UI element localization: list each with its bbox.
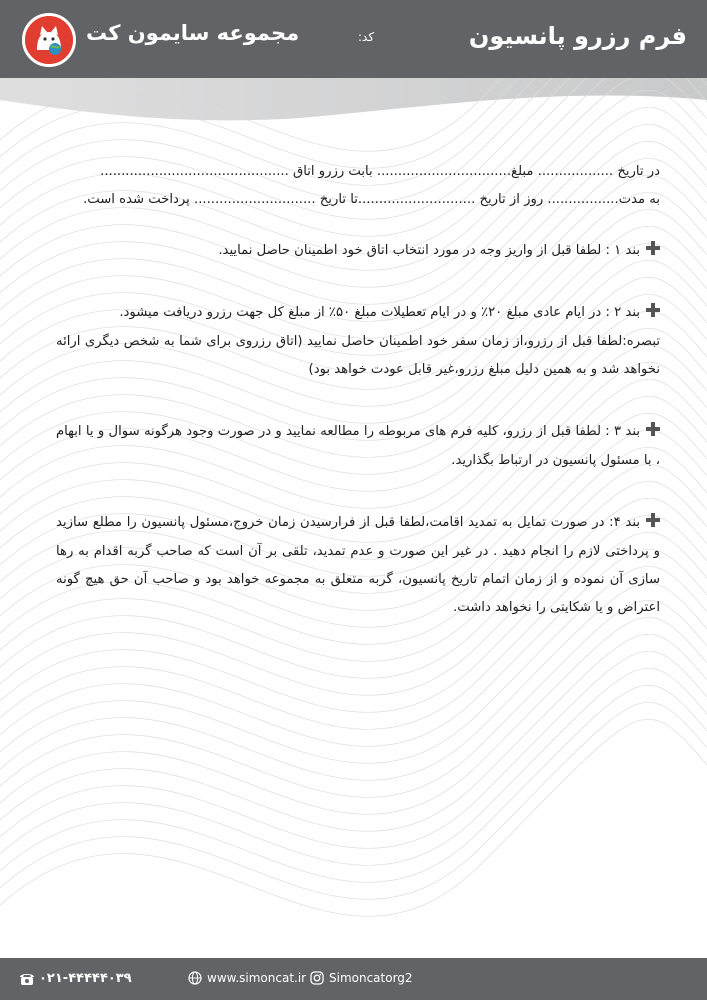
header-bar [0, 0, 707, 78]
code-label: کد: [358, 30, 375, 44]
clause-text: بند ۲ : در ایام عادی مبلغ ۲۰٪ و در ایام تعطیلات مبلغ ۵۰٪ از مبلغ کل جهت رزرو دریافت میشود. [119, 305, 640, 321]
reservation-line-duration: به مدت................. روز از تاریخ ............................تا تاریخ ............................. پرداخت شده است. [83, 192, 660, 208]
form-title: فرم رزرو پانسیون [468, 22, 687, 50]
instagram-handle[interactable]: Simoncatorg2 [329, 971, 413, 985]
plus-icon [646, 303, 660, 317]
footer-website[interactable] [188, 971, 306, 985]
plus-icon [646, 241, 660, 255]
instagram-icon [310, 971, 324, 985]
phone-number: ۰۲۱-۴۴۴۴۴۰۳۹ [39, 971, 132, 986]
clause-2 [56, 299, 660, 327]
phone-icon [20, 972, 34, 986]
clause-text: بند ۳ : لطفا قبل از رزرو، کلیه فرم های مربوطه را مطالعه نمایید و در صورت وجود هرگونه سوال و یا ابهام ، با مسئول پانسیون در ارتباط بگذارید. [56, 424, 660, 468]
globe-icon [188, 971, 202, 985]
clause-3 [56, 418, 660, 475]
logo-cat-icon [22, 13, 76, 67]
footer-phone [20, 971, 132, 986]
plus-icon [646, 513, 660, 527]
reservation-line-date: در تاریخ .................. مبلغ................................ بابت رزرو اتاق ............................................. [100, 164, 660, 179]
form-body [56, 158, 660, 623]
clause-text: بند ۱ : لطفا قبل از واریز وجه در مورد انتخاب اتاق خود اطمینان حاصل نمایید. [218, 242, 640, 258]
clause-4 [56, 509, 660, 623]
clause-2-note: تبصره:لطفا قبل از رزرو،از زمان سفر خود اطمینان حاصل نمایید (اتاق رزروی برای شما به شخص دیگری ارائه نخواهد شد و به همین دلیل مبلغ رزرو،غیر قابل عودت خواهد بود) [56, 333, 660, 378]
clause-text: بند ۴: در صورت تمایل به تمدید اقامت،لطفا قبل از فرارسیدن زمان خروج،مسئول پانسیون را مطلع سازید و پرداختی لازم را انجام دهید . در غیر این صورت و عدم تمدید، تلقی بر آن است که صاحب گربه اقدام به رها سازی آن نموده و از زمان اتمام تاریخ پانسیون، گربه متعلق به مجموعه خواهد بود و صاحب آن حق هیچ گونه اعتراض و یا شکایتی را نخواهد داشت. [56, 515, 660, 616]
footer-bar [0, 958, 707, 1000]
footer-instagram[interactable] [310, 971, 413, 985]
company-name: مجموعه سایمون کت [86, 21, 300, 45]
clause-1 [56, 237, 660, 265]
website-link[interactable]: www.simoncat.ir [207, 971, 307, 985]
plus-icon [646, 422, 660, 436]
